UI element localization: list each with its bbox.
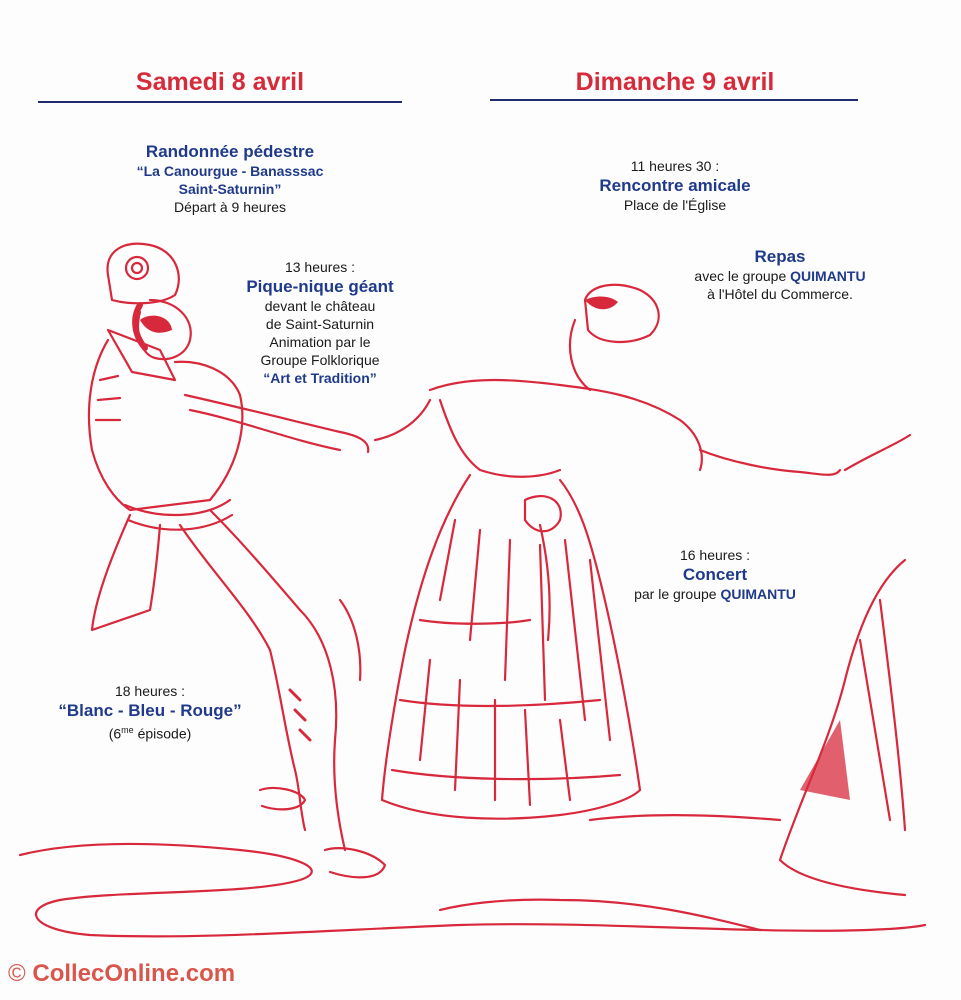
picnic-group: “Art et Tradition” [263,370,377,386]
woman-arm-right [700,450,840,475]
picnic-time: 13 heures : [284,259,356,275]
sunday-header: Dimanche 9 avril [575,68,775,96]
picnic-line2: de Saint-Saturnin [265,316,375,332]
ground-outline [20,844,925,937]
man-arm [185,395,368,452]
meeting-event [560,157,790,214]
meeting-title: Rencontre amicale [599,176,751,195]
meeting-place: Place de l'Église [623,197,727,213]
meal-title: Repas [754,247,806,266]
man-hat [108,244,179,304]
concert-title: Concert [682,565,748,584]
concert-event [610,546,820,603]
hike-route-line1: “La Canourgue - Banasssac [136,163,324,179]
dancer-right-skirt [780,560,905,895]
hike-route-line2: Saint-Saturnin” [178,181,282,197]
evening-title: “Blanc - Bleu - Rouge” [58,701,242,720]
meeting-time: 11 heures 30 : [630,158,720,174]
evening-time: 18 heures : [114,683,186,699]
evening-event [30,682,270,743]
picnic-line3: Animation par le [269,334,371,350]
collector-watermark: © CollecOnline.com [8,960,236,987]
hat-cockade [126,257,148,279]
hike-event [80,141,380,216]
concert-line: par le groupe QUIMANTU [634,586,796,602]
dancer-right-arm [845,435,910,470]
man-coat-tail [92,515,160,630]
man-shoe-front [325,848,385,877]
hike-title: Randonnée pédestre [145,142,315,161]
saturday-header: Samedi 8 avril [135,68,305,96]
woman-skirt [382,475,640,819]
concert-time: 16 heures : [679,547,751,563]
saturday-rule [38,101,402,103]
woman-headdress [585,285,659,342]
picnic-event [205,258,435,387]
woman-head [570,320,590,390]
picnic-title: Pique-nique géant [246,277,394,296]
sunday-rule [490,99,858,101]
meal-line2: à l'Hôtel du Commerce. [707,286,853,302]
ground-outline-3 [590,815,780,820]
meal-line1: avec le groupe QUIMANTU [694,268,866,284]
hike-departure: Départ à 9 heures [173,199,287,215]
meal-event [660,246,900,303]
woman-bodice [430,380,702,470]
evening-episode: ($6^{me}$ épisode) [108,725,192,742]
woman-arm-left [375,400,430,440]
picnic-line1: devant le château [264,298,376,314]
picnic-line4: Groupe Folklorique [260,352,380,368]
